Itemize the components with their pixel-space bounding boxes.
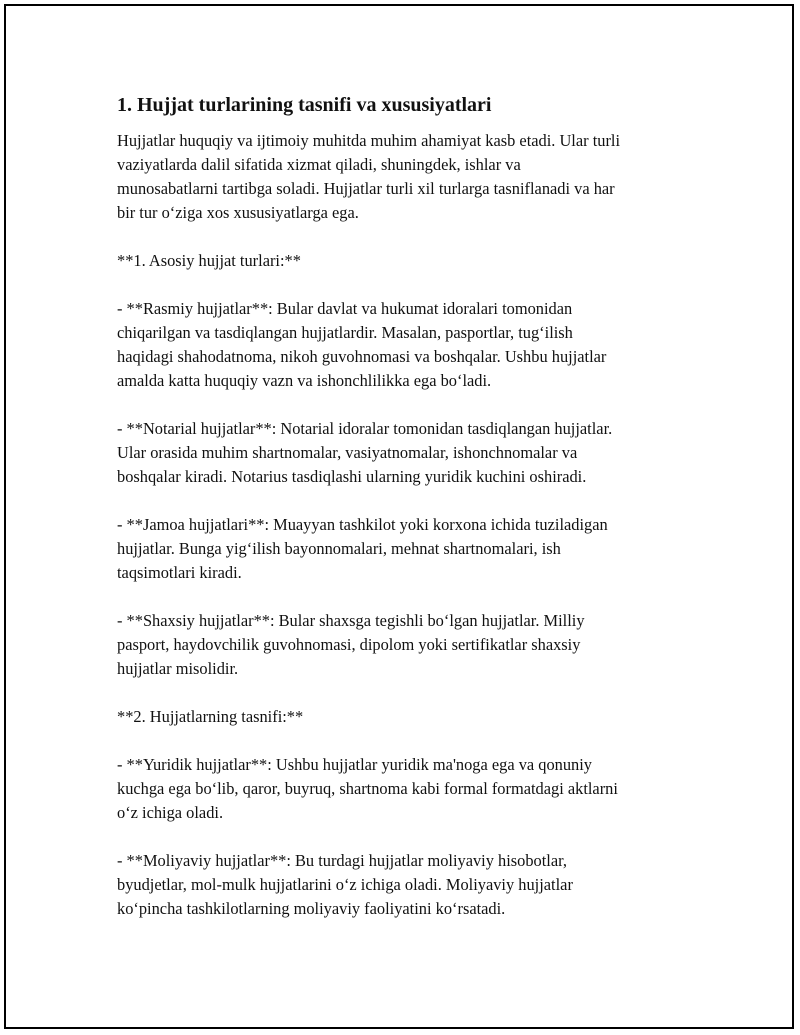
- intro-paragraph: Hujjatlar huquqiy va ijtimoiy muhitda muhim ahamiyat kasb etadi. Ular turli vaziyatlarda dalil sifatida xizmat qiladi, shuningdek, ishlar va munosabatlarni tartibga soladi. Hujjatlar turli xil turlarga tasniflanadi va har bir tur o‘ziga xos xususiyatlarga ega.: [117, 131, 621, 222]
- list-item-personal-documents: - **Shaxsiy hujjatlar**: Bular shaxsga tegishli bo‘lgan hujjatlar. Milliy pasport, haydovchilik guvohnomasi, dipolom yoki sertifikatlar shaxsiy hujjatlar misolidir.: [117, 611, 585, 678]
- list-item-official-documents: - **Rasmiy hujjatlar**: Bular davlat va hukumat idoralari tomonidan chiqarilgan va tasdiqlangan hujjatlardir. Masalan, pasportlar, tug‘ilish haqidagi shahodatnoma, nikoh guvohnomasi va boshqalar. Ushbu hujjatlar amalda katta huquqiy vazn va ishonchlilikka ega bo‘ladi.: [117, 299, 607, 390]
- list-item-collective-documents: - **Jamoa hujjatlari**: Muayyan tashkilot yoki korxona ichida tuziladigan hujjatlar. Bunga yig‘ilish bayonnomalari, mehnat shartnomalari, ish taqsimotlari kiradi.: [117, 515, 608, 582]
- subheading-main-types: **1. Asosiy hujjat turlari:**: [117, 251, 301, 270]
- document-body: [117, 92, 692, 945]
- section-heading: 1. Hujjat turlarining tasnifi va xususiyatlari: [117, 94, 492, 116]
- list-item-financial-documents: - **Moliyaviy hujjatlar**: Bu turdagi hujjatlar moliyaviy hisobotlar, byudjetlar, mol-mulk hujjatlarini o‘z ichiga oladi. Moliyaviy hujjatlar ko‘pincha tashkilotlarning moliyaviy faoliyatini ko‘rsatadi.: [117, 851, 573, 918]
- list-item-legal-documents: - **Yuridik hujjatlar**: Ushbu hujjatlar yuridik ma'noga ega va qonuniy kuchga ega bo‘lib, qaror, buyruq, shartnoma kabi formal formatdagi aktlarni o‘z ichiga oladi.: [117, 755, 618, 822]
- list-item-notarial-documents: - **Notarial hujjatlar**: Notarial idoralar tomonidan tasdiqlangan hujjatlar. Ular orasida muhim shartnomalar, vasiyatnomalar, ishonchnomalar va boshqalar kiradi. Notarius tasdiqlashi ularning yuridik kuchini oshiradi.: [117, 419, 613, 486]
- subheading-classification: **2. Hujjatlarning tasnifi:**: [117, 707, 304, 726]
